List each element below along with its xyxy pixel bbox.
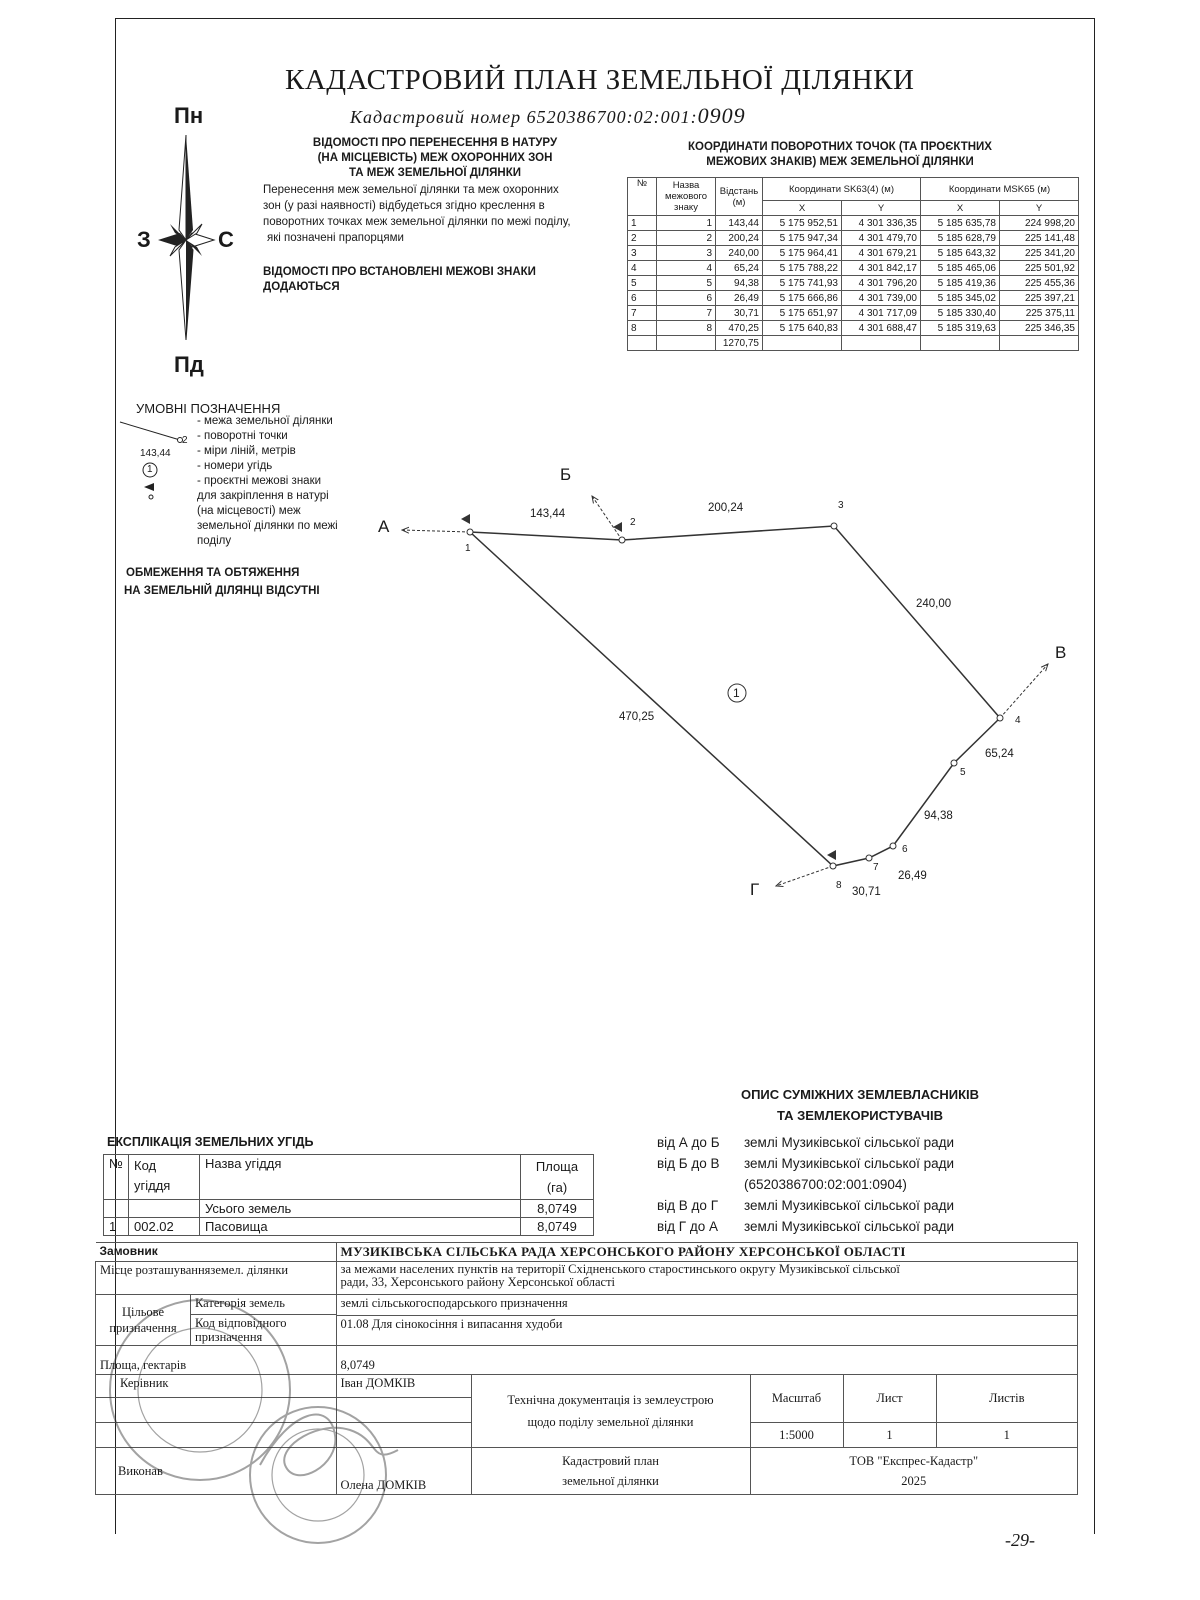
coord-sk-x: 5 175 952,51 (763, 216, 842, 231)
neighbors-title (700, 1084, 1020, 1126)
plan-type-2: земельної ділянки (562, 1474, 659, 1488)
distance-label-6-7: 26,49 (898, 870, 927, 882)
coord-msk-x: 5 185 635,78 (921, 216, 1000, 231)
boundary-point-4 (997, 715, 1003, 721)
parcel-number: 1 (733, 686, 740, 700)
coordinates-title-2: МЕЖОВИХ ЗНАКІВ) МЕЖ ЗЕМЕЛЬНОЇ ДІЛЯНКИ (706, 156, 974, 168)
coord-sk-y: 4 301 679,21 (842, 246, 921, 261)
coord-header-sk63: Координати SK63(4) (м) (763, 178, 921, 201)
coord-sk-y: 4 301 336,35 (842, 216, 921, 231)
coord-msk-y: 225 375,11 (1000, 306, 1079, 321)
seal-inner-ring (138, 1328, 262, 1452)
coord-no: 3 (628, 246, 657, 261)
expl-header-code-1: Код (134, 1158, 157, 1173)
neighbor-from-g-a: від Г до А (657, 1219, 719, 1234)
coord-sk-x: 5 175 666,86 (763, 291, 842, 306)
legend-item-marks-5: поділу (197, 535, 232, 547)
coord-sk-x: 5 175 741,93 (763, 276, 842, 291)
direction-arrow-g (776, 866, 833, 886)
point-label-2: 2 (630, 517, 636, 528)
table-row (104, 1200, 594, 1218)
expl-header-area-2: (га) (546, 1180, 568, 1195)
coord-header-msk-x: X (921, 201, 1000, 216)
coord-sk-y: 4 301 688,47 (842, 321, 921, 336)
transfer-info-line-1: Перенесення меж земельної ділянки та меж охоронних (263, 184, 559, 196)
expl-total-no (104, 1200, 129, 1218)
coord-no: 6 (628, 291, 657, 306)
boundary-flag-icon (827, 850, 836, 860)
compass-west-label: З (137, 227, 151, 252)
cadastral-number-prefix: Кадастровий номер 6520386700:02:001: (350, 107, 698, 127)
legend-item-marks-2: для закріплення в натурі (197, 490, 329, 502)
organization (750, 1448, 1078, 1495)
neighbor-owner-g-a: землі Музиківської сільської ради (744, 1219, 955, 1234)
stamp-outer-ring (250, 1407, 386, 1543)
coord-sk-y: 4 301 717,09 (842, 306, 921, 321)
coord-sk-y: 4 301 739,00 (842, 291, 921, 306)
purpose-code-value: 01.08 Для сінокосіння і випасання худоби (336, 1315, 1078, 1345)
purpose-code-label-1: Код відповідного (195, 1316, 287, 1330)
expl-total-label: Усього земель (200, 1200, 521, 1218)
neighbors-title-2: ТА ЗЕМЛЕКОРИСТУВАЧІВ (777, 1108, 943, 1123)
restrictions-note-1: ОБМЕЖЕННЯ ТА ОБТЯЖЕННЯ (126, 567, 300, 579)
compass-north-label: Пн (174, 103, 204, 128)
boundary-marks-note-2: ДОДАЮТЬСЯ (263, 281, 340, 293)
coord-msk-x: 5 185 345,02 (921, 291, 1000, 306)
document-type-2: щодо поділу земельної ділянки (527, 1415, 694, 1429)
boundary-point-2 (619, 537, 625, 543)
neighbors-owner-list (744, 1132, 954, 1237)
location-value-1: за межами населених пунктів на території Східненського старостинського округу Музиківської сільської (340, 1262, 900, 1276)
coord-name: 4 (657, 261, 716, 276)
coord-msk-x: 5 185 628,79 (921, 231, 1000, 246)
distance-label-8-1: 470,25 (619, 711, 655, 723)
page-number: -29- (1005, 1530, 1035, 1550)
seal-outer-ring (110, 1300, 290, 1480)
coord-msk-x: 5 185 465,06 (921, 261, 1000, 276)
coord-name: 2 (657, 231, 716, 246)
coord-header-dist-2: (м) (732, 196, 746, 208)
scale-value: 1:5000 (750, 1423, 843, 1448)
legend-item-marks-3: (на місцевості) меж (197, 505, 301, 517)
purpose-code-label-2: призначення (195, 1330, 263, 1344)
coord-sk-y: 4 301 842,17 (842, 261, 921, 276)
expl-header-area-1: Площа (535, 1159, 579, 1174)
coord-msk-x: 5 185 330,40 (921, 306, 1000, 321)
boundary-point-1 (467, 529, 473, 535)
boundary-point-3 (831, 523, 837, 529)
coord-no: 2 (628, 231, 657, 246)
sheet-value: 1 (843, 1423, 936, 1448)
neighbors-title-1: ОПИС СУМІЖНИХ ЗЕМЛЕВЛАСНИКІВ (740, 1087, 980, 1102)
coord-name: 6 (657, 291, 716, 306)
client-value: МУЗИКІВСЬКА СІЛЬСЬКА РАДА ХЕРСОНСЬКОГО РАЙОНУ ХЕРСОНСЬКОЇ ОБЛАСТІ (336, 1243, 1078, 1262)
coord-total-dist: 1270,75 (716, 336, 763, 351)
plan-type-1: Кадастровий план (562, 1454, 659, 1468)
distance-label-5-6: 94,38 (924, 810, 953, 822)
coord-dist: 470,25 (716, 321, 763, 336)
direction-arrow-v (1000, 664, 1048, 718)
expl-row-area: 8,0749 (521, 1218, 594, 1236)
coord-sk-y: 4 301 479,70 (842, 231, 921, 246)
coord-header-dist-1: Відстань (719, 185, 759, 197)
transfer-info-line-3: поворотних точках меж земельної ділянки по межі поділу, (263, 216, 571, 228)
coord-sk-x: 5 175 640,83 (763, 321, 842, 336)
direction-arrow-b (592, 496, 622, 540)
direction-label-g: Г (750, 880, 760, 899)
legend-item-parcels: - номери угідь (197, 460, 273, 472)
boundary-flag-icon (461, 514, 470, 524)
coordinates-title-1: КООРДИНАТИ ПОВОРОТНИХ ТОЧОК (ТА ПРОЄКТНИХ (688, 141, 992, 153)
neighbor-from-v-g: від В до Г (657, 1198, 719, 1213)
expl-row-code: 002.02 (129, 1218, 200, 1236)
point-label-8: 8 (836, 880, 842, 891)
area-value: 8,0749 (336, 1346, 1078, 1375)
location-label: Місце розташуванняземел. ділянки (96, 1262, 337, 1295)
document-type-1: Технічна документація із землеустрою (507, 1393, 714, 1407)
head-name: Іван ДОМКІВ (336, 1375, 471, 1398)
boundary-point-5 (951, 760, 957, 766)
coord-msk-y: 224 998,20 (1000, 216, 1079, 231)
coord-name: 5 (657, 276, 716, 291)
table-row (104, 1218, 594, 1236)
coord-header-msk-y: Y (1000, 201, 1079, 216)
point-label-4: 4 (1015, 715, 1021, 726)
coord-header-sk-x: X (763, 201, 842, 216)
direction-label-v: В (1055, 643, 1067, 662)
point-label-3: 3 (838, 500, 844, 511)
coord-sk-x: 5 175 651,97 (763, 306, 842, 321)
neighbors-from-list (657, 1132, 720, 1237)
coord-msk-y: 225 397,21 (1000, 291, 1079, 306)
legend-item-lines: - міри ліній, метрів (197, 445, 296, 457)
expl-header-code-2: угіддя (134, 1178, 171, 1193)
direction-arrow-a (402, 530, 470, 532)
distance-label-7-8: 30,71 (852, 886, 881, 898)
expl-header-name: Назва угіддя (200, 1155, 521, 1196)
direction-label-b: Б (560, 465, 572, 484)
neighbor-from-a-b: від А до Б (657, 1135, 720, 1150)
coord-no: 5 (628, 276, 657, 291)
expl-header-area (521, 1155, 594, 1200)
point-label-1: 1 (465, 543, 471, 554)
coord-header-msk65: Координати MSK65 (м) (921, 178, 1079, 201)
boundary-flag-icon (613, 522, 622, 532)
boundary-point-6 (890, 843, 896, 849)
seal-and-signature (80, 1260, 500, 1550)
client-label: Замовник (96, 1243, 337, 1262)
neighbor-owner-b-v: землі Музиківської сільської ради (744, 1156, 955, 1171)
coord-no: 7 (628, 306, 657, 321)
coord-dist: 200,24 (716, 231, 763, 246)
purpose-label-1: Цільове (121, 1305, 165, 1319)
point-label-6: 6 (902, 844, 908, 855)
coord-no: 4 (628, 261, 657, 276)
legend-sample-parcel: 1 (147, 464, 153, 475)
coord-header-name-2: межового (664, 191, 708, 202)
transfer-info-line-4: які позначені прапорцями (267, 232, 404, 244)
compass-east-label: С (218, 227, 234, 252)
coord-msk-y: 225 501,92 (1000, 261, 1079, 276)
direction-label-a: А (378, 517, 390, 536)
neighbor-owner-a-b: землі Музиківської сільської ради (744, 1135, 955, 1150)
head-label-text: Керівник (120, 1376, 169, 1390)
sheet-label: Лист (843, 1375, 936, 1423)
boundary-point-7 (866, 855, 872, 861)
coord-name: 1 (657, 216, 716, 231)
neighbor-owner-b-v-cadnum: (6520386700:02:001:0904) (744, 1177, 907, 1192)
scale-label: Масштаб (750, 1375, 843, 1423)
legend-sample-distance: 143,44 (140, 448, 171, 459)
point-label-7: 7 (873, 862, 879, 873)
coord-name: 8 (657, 321, 716, 336)
expl-header-code (129, 1155, 200, 1200)
coord-msk-y: 225 455,36 (1000, 276, 1079, 291)
page-title: КАДАСТРОВИЙ ПЛАН ЗЕМЕЛЬНОЇ ДІЛЯНКИ (285, 64, 915, 96)
coord-msk-y: 225 346,35 (1000, 321, 1079, 336)
distance-label-3-4: 240,00 (916, 598, 952, 610)
coord-dist: 94,38 (716, 276, 763, 291)
category-value: землі сільськогосподарського призначення (336, 1295, 1078, 1316)
legend-sample-point: 2 (182, 435, 188, 446)
coord-msk-x: 5 185 419,36 (921, 276, 1000, 291)
transfer-info-heading-1: ВІДОМОСТІ ПРО ПЕРЕНЕСЕННЯ В НАТУРУ (312, 137, 558, 149)
coord-header-name-1: Назва (672, 180, 700, 191)
legend-item-marks-4: земельної ділянки по межі (197, 520, 338, 532)
coord-sk-x: 5 175 788,22 (763, 261, 842, 276)
coord-header-no: № (628, 178, 657, 216)
expl-total-area: 8,0749 (521, 1200, 594, 1218)
expl-row-no: 1 (104, 1218, 129, 1236)
signature (260, 1415, 398, 1476)
compass-south-label: Пд (174, 352, 204, 377)
stamp-inner-ring (272, 1429, 364, 1521)
coord-msk-y: 225 141,48 (1000, 231, 1079, 246)
coord-no: 1 (628, 216, 657, 231)
organization-name: ТОВ "Експрес-Кадастр" (849, 1454, 979, 1468)
coord-dist: 30,71 (716, 306, 763, 321)
expl-header-no: № (104, 1155, 129, 1200)
plan-type (471, 1448, 750, 1495)
location-value-2: ради, 33, Херсонського району Херсонської області (340, 1275, 616, 1289)
sheets-value: 1 (936, 1423, 1078, 1448)
legend-item-points: - поворотні точки (197, 430, 288, 442)
distance-label-2-3: 200,24 (708, 502, 744, 514)
coord-dist: 26,49 (716, 291, 763, 306)
coord-dist: 143,44 (716, 216, 763, 231)
neighbor-from-b-v: від Б до В (657, 1156, 720, 1171)
legend-item-marks-1: - проєктні межові знаки (197, 475, 322, 487)
coord-msk-x: 5 185 319,63 (921, 321, 1000, 336)
explication-table (103, 1154, 594, 1236)
coord-name: 7 (657, 306, 716, 321)
coord-header-sk-y: Y (842, 201, 921, 216)
expl-total-code (129, 1200, 200, 1218)
purpose-label-2: призначення (109, 1321, 177, 1335)
transfer-info-heading-3: ТА МЕЖ ЗЕМЕЛЬНОЇ ДІЛЯНКИ (348, 167, 522, 179)
exec-label-text: Виконав (118, 1463, 163, 1478)
neighbor-owner-v-g: землі Музиківської сільської ради (744, 1198, 955, 1213)
distance-label-1-2: 143,44 (530, 508, 566, 520)
area-label: Площа, гектарів (96, 1346, 337, 1375)
legend-item-boundary: - межа земельної ділянки (197, 415, 333, 427)
distance-label-4-5: 65,24 (985, 748, 1014, 760)
coord-sk-x: 5 175 947,34 (763, 231, 842, 246)
exec-name: Олена ДОМКІВ (336, 1448, 471, 1495)
coord-sk-y: 4 301 796,20 (842, 276, 921, 291)
legend-title: УМОВНІ ПОЗНАЧЕННЯ (136, 401, 281, 416)
coord-dist: 65,24 (716, 261, 763, 276)
coord-name: 3 (657, 246, 716, 261)
transfer-info-heading-2: (НА МІСЦЕВІСТЬ) МЕЖ ОХОРОННИХ ЗОН (317, 152, 553, 164)
document-type (471, 1375, 750, 1448)
point-label-5: 5 (960, 767, 966, 778)
transfer-info-line-2: зон (у разі наявності) відбудеться згідно креслення в (263, 200, 545, 212)
coord-header-name-3: знаку (674, 202, 698, 213)
boundary-marks-note-1: ВІДОМОСТІ ПРО ВСТАНОВЛЕНІ МЕЖОВІ ЗНАКИ (263, 266, 536, 278)
boundary-point-8 (830, 863, 836, 869)
coord-sk-x: 5 175 964,41 (763, 246, 842, 261)
category-label: Категорія земель (191, 1295, 336, 1315)
sheets-label: Листів (936, 1375, 1078, 1423)
coord-dist: 240,00 (716, 246, 763, 261)
coord-no: 8 (628, 321, 657, 336)
restrictions-note-2: НА ЗЕМЕЛЬНІЙ ДІЛЯНЦІ ВІДСУТНІ (124, 585, 320, 597)
expl-row-name: Пасовища (200, 1218, 521, 1236)
organization-year: 2025 (901, 1474, 927, 1488)
explication-title: ЕКСПЛІКАЦІЯ ЗЕМЕЛЬНИХ УГІДЬ (107, 1135, 314, 1149)
coord-msk-x: 5 185 643,32 (921, 246, 1000, 261)
cadastral-number-handwritten: 0909 (697, 103, 746, 128)
coord-msk-y: 225 341,20 (1000, 246, 1079, 261)
